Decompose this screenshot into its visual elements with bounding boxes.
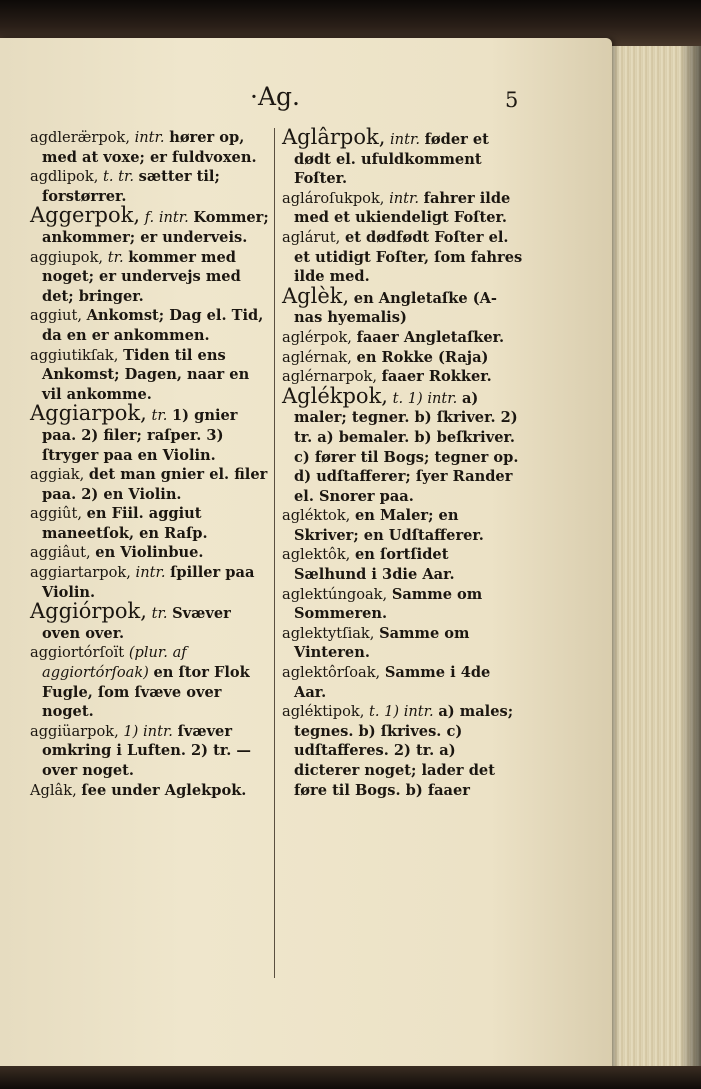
dictionary-entry bbox=[282, 506, 524, 545]
entry-grammar: tr. bbox=[107, 248, 124, 266]
entry-grammar: t. 1) intr. bbox=[392, 389, 458, 407]
entry-definition: hører op, med at voxe; er fuldvoxen. bbox=[42, 129, 257, 166]
dictionary-entry bbox=[30, 722, 270, 781]
entry-headword: aglektôk, bbox=[282, 546, 351, 564]
entry-headword: aggiupok, bbox=[30, 248, 104, 266]
entry-headword: Aglâk, bbox=[30, 781, 77, 799]
entry-definition: a) males; tegnes. b) ſkrives. c) udſtafferes. 2) tr. a) dicterer noget; lader det føre til Bogs. b) faaer bbox=[294, 703, 514, 799]
entry-headword: Aggiórpok, bbox=[30, 599, 147, 624]
entry-headword: agdleræ̈rpok, bbox=[30, 129, 130, 146]
entry-grammar: f. intr. bbox=[144, 209, 189, 227]
entry-headword: aglérpok, bbox=[282, 328, 352, 346]
entry-headword: Aggerpok, bbox=[30, 203, 141, 228]
dictionary-entry bbox=[282, 624, 524, 663]
dictionary-entry bbox=[30, 346, 270, 405]
dictionary-entry bbox=[30, 643, 270, 721]
dictionary-entry bbox=[30, 248, 270, 307]
entry-definition: en Angletaſke (A- nas hyemalis) bbox=[294, 289, 497, 327]
entry-headword: aglérnarpok, bbox=[282, 368, 378, 386]
entry-grammar: intr. bbox=[389, 189, 420, 207]
running-head: ·Ag. bbox=[250, 82, 300, 111]
entry-headword: Aglèk, bbox=[282, 283, 350, 308]
entry-grammar: (plur. af aggiortórſoak) bbox=[42, 644, 187, 682]
dictionary-entry bbox=[282, 702, 524, 800]
entry-definition: ſvæver omkring i Luften. 2) tr. — over noget. bbox=[42, 722, 251, 779]
entry-definition: føder et dødt el. ufuldkomment Foſter. bbox=[294, 131, 489, 188]
entry-definition: ſpiller paa Violin. bbox=[42, 564, 255, 601]
page-number: 5 bbox=[505, 88, 519, 112]
dictionary-entry bbox=[282, 228, 524, 287]
dictionary-entry bbox=[282, 283, 524, 328]
entry-definition: en Fiil. aggiut maneetſok, en Raſp. bbox=[42, 505, 208, 542]
entry-headword: aggiak, bbox=[30, 466, 85, 484]
entry-headword: aggiartarpok, bbox=[30, 564, 131, 582]
dictionary-entry bbox=[30, 128, 270, 167]
dictionary-entry bbox=[30, 465, 270, 504]
entry-grammar: t. 1) intr. bbox=[368, 703, 434, 721]
dictionary-entry bbox=[282, 585, 524, 624]
entry-headword: aggiutikſak, bbox=[30, 346, 119, 364]
page-header bbox=[0, 82, 612, 118]
page-stack-edge bbox=[606, 46, 701, 1076]
entry-headword: aggiortórſoït bbox=[30, 644, 125, 662]
dictionary-entry bbox=[30, 203, 270, 247]
entry-definition: faaer Rokker. bbox=[381, 368, 492, 386]
dictionary-entry bbox=[30, 306, 270, 345]
entry-definition: en Rokke (Raja) bbox=[356, 348, 489, 366]
dictionary-entry bbox=[282, 383, 524, 507]
entry-grammar: 1) intr. bbox=[123, 722, 173, 740]
dictionary-entry bbox=[282, 125, 524, 189]
entry-headword: aglektôrſoak, bbox=[282, 664, 381, 682]
book-bottom-edge bbox=[0, 1066, 701, 1089]
entry-headword: aglérnak, bbox=[282, 348, 352, 366]
dictionary-entry bbox=[282, 663, 524, 702]
entry-grammar: intr. bbox=[390, 131, 420, 148]
dictionary-entry bbox=[30, 543, 270, 563]
entry-headword: aggiâut, bbox=[30, 544, 91, 562]
dictionary-entry bbox=[282, 545, 524, 584]
entry-headword: agdlipok, bbox=[30, 168, 99, 186]
entry-grammar: tr. bbox=[151, 605, 168, 623]
entry-headword: Aglârpok, bbox=[282, 125, 386, 149]
entry-definition: en ſtor Flok Fugle, ſom ſvæve over noget. bbox=[42, 664, 250, 721]
entry-definition: Samme i 4de Aar. bbox=[294, 664, 491, 701]
entry-definition: en ſortſidet Sælhund i 3die Aar. bbox=[294, 546, 455, 584]
entry-definition: en Maler; en Skriver; en Udſtafferer. bbox=[294, 507, 484, 544]
entry-grammar: intr. bbox=[135, 564, 166, 582]
entry-grammar: tr. bbox=[151, 407, 168, 425]
entry-definition: fahrer ilde med et ukiendeligt Foſter. bbox=[294, 189, 511, 227]
entry-definition: sætter til; forstørrer. bbox=[42, 168, 220, 205]
dictionary-entry bbox=[30, 563, 270, 602]
entry-definition: kommer med noget; er undervejs med det; bringer. bbox=[42, 248, 241, 305]
entry-definition: et dødfødt Foſter el. et utidigt Foſter, ſom fahres ilde med. bbox=[294, 228, 523, 286]
entry-grammar: t. tr. bbox=[102, 168, 135, 186]
dictionary-entry bbox=[282, 328, 524, 348]
column-divider bbox=[274, 128, 275, 978]
entry-definition: Samme om Sommeren. bbox=[294, 585, 483, 623]
dictionary-entry bbox=[282, 189, 524, 228]
right-column bbox=[282, 125, 524, 800]
dictionary-entry bbox=[30, 781, 270, 801]
entry-definition: faaer Angletaſker. bbox=[356, 328, 505, 346]
entry-definition: Ankomst; Dag el. Tid, da en er ankommen. bbox=[42, 307, 264, 344]
entry-definition: ſee under Aglekpok. bbox=[81, 781, 247, 799]
entry-definition: en Violinbue. bbox=[95, 544, 204, 562]
entry-headword: aglektytſiak, bbox=[282, 624, 375, 642]
entry-definition: 1) gnier paa. 2) filer; raſper. 3) ſtryger paa en Violin. bbox=[42, 407, 238, 464]
entry-grammar: intr. bbox=[134, 129, 165, 146]
entry-headword: Aglékpok, bbox=[282, 383, 388, 408]
dictionary-entry bbox=[30, 504, 270, 543]
entry-headword: aglektúngoak, bbox=[282, 585, 388, 603]
dictionary-entry bbox=[30, 401, 270, 465]
entry-headword: Aggiarpok, bbox=[30, 401, 147, 426]
entry-headword: aglároſukpok, bbox=[282, 189, 385, 207]
entry-definition: Kommer; ankommer; er underveis. bbox=[42, 209, 269, 246]
dictionary-entry bbox=[30, 599, 270, 643]
entry-headword: agléktok, bbox=[282, 507, 351, 525]
entry-headword: aggiüarpok, bbox=[30, 722, 119, 740]
entry-headword: aggiût, bbox=[30, 505, 82, 523]
left-column bbox=[30, 128, 270, 800]
entry-headword: agléktipok, bbox=[282, 703, 365, 721]
entry-definition: det man gnier el. filer paa. 2) en Violin. bbox=[42, 466, 268, 503]
entry-definition: a) maler; tegner. b) ſkriver. 2) tr. a) bemaler. b) beſkriver. c) fører til Bogs; tegner op. d) udſtafferer; ſyer Rander el. Snorer paa. bbox=[294, 389, 519, 505]
entry-definition: Svæver oven over. bbox=[42, 605, 231, 642]
entry-headword: aggiut, bbox=[30, 307, 82, 325]
dictionary-entry bbox=[282, 348, 524, 368]
entry-definition: Tiden til ens Ankomst; Dagen, naar en vil ankomme. bbox=[42, 346, 250, 403]
entry-definition: Samme om Vinteren. bbox=[294, 624, 470, 662]
entry-headword: aglárut, bbox=[282, 228, 341, 246]
dictionary-entry bbox=[30, 167, 270, 206]
